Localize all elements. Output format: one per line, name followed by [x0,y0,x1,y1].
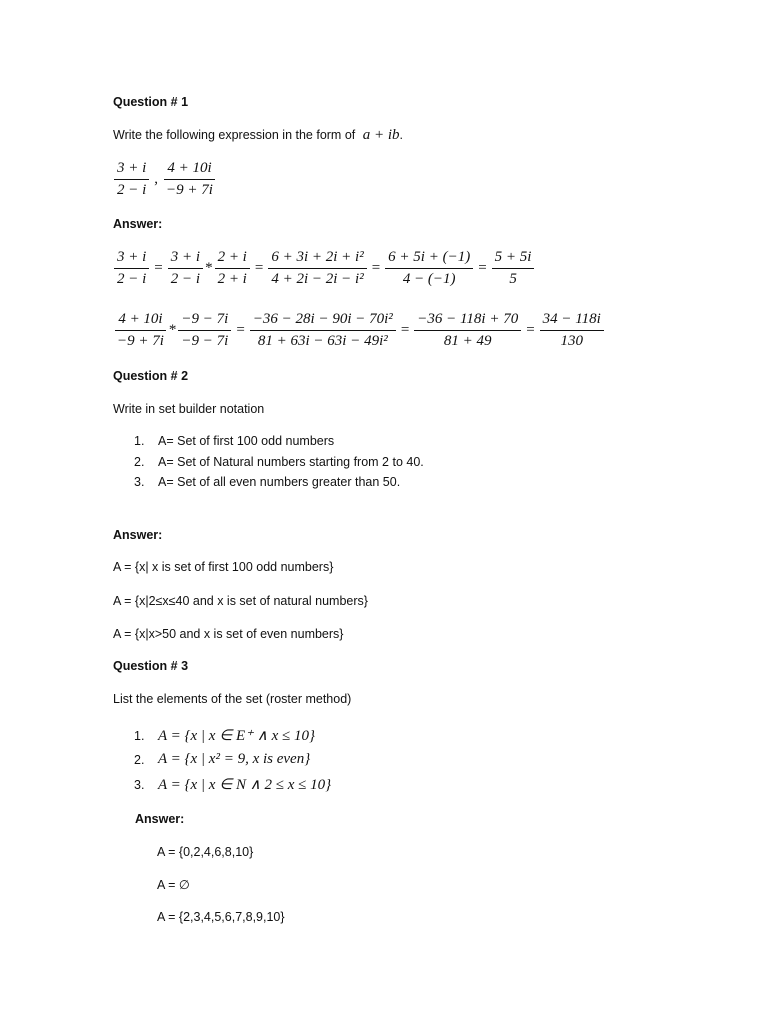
fraction-numerator: 3 + i [168,249,203,269]
list-number: 1. [134,434,145,448]
fraction-numerator: 2 + i [215,249,250,269]
equals-sign: = [236,322,245,338]
fraction-denominator: 4 − (−1) [402,271,456,287]
list-text: A= Set of all even numbers greater than 50. [158,475,401,489]
list-number: 2. [134,455,145,469]
list-item [134,454,424,470]
fraction-denominator: 2 − i [117,182,147,198]
answer-line: A = {0,2,4,6,8,10} [157,845,254,859]
fraction [250,311,396,350]
question-2-answer-label: Answer: [113,528,163,542]
fraction [168,249,203,288]
list-number: 2. [134,752,145,767]
fraction-denominator: 4 + 2i − 2i − i² [271,271,364,287]
answer-line-1 [112,249,536,288]
fraction [540,311,604,350]
question-3-heading: Question # 3 [113,659,189,673]
prompt-text: Write the following expression in the form of [113,128,356,142]
multiply-sign: * [205,260,213,276]
fraction-numerator: 6 + 5i + (−1) [385,249,473,269]
fraction [414,311,521,350]
fraction [268,249,366,288]
expression-fraction-1 [114,160,149,199]
expression-fraction-2 [163,160,216,199]
fraction [492,249,535,288]
fraction [385,249,473,288]
fraction-denominator: 130 [560,333,584,349]
fraction-denominator: 81 + 63i − 63i − 49i² [257,333,388,349]
answer-line: A = {x|x>50 and x is set of even numbers} [113,627,344,641]
fraction-denominator: 2 − i [117,271,147,287]
answer-line: A = ∅ [157,878,190,892]
list-number: 1. [134,728,145,743]
fraction-denominator: −9 + 7i [166,182,213,198]
fraction-numerator: −9 − 7i [178,311,231,331]
fraction-numerator: 4 + 10i [164,160,214,180]
separator: , [154,171,159,187]
list-item [134,775,331,794]
equals-sign: = [154,260,163,276]
fraction-numerator: −36 − 28i − 90i − 70i² [250,311,396,331]
fraction-numerator: 6 + 3i + 2i + i² [268,249,366,269]
question-1-expressions [112,160,218,199]
fraction-denominator: 5 [509,271,517,287]
fraction-denominator: −9 + 7i [117,333,164,349]
fraction [215,249,250,288]
answer-line: A = {x| x is set of first 100 odd numbers} [113,560,334,574]
list-number: 3. [134,475,145,489]
equals-sign: = [478,260,487,276]
equals-sign: = [526,322,535,338]
multiply-sign: * [168,322,177,338]
list-expression: A = {x | x² = 9, x is even} [158,751,311,767]
question-1-answer-label: Answer: [113,217,163,231]
equals-sign: = [254,260,264,276]
list-text: A= Set of Natural numbers starting from 2 to 40. [158,455,424,469]
list-item [134,433,334,449]
fraction-numerator: −36 − 118i + 70 [414,311,521,331]
fraction-numerator: 3 + i [114,160,149,180]
list-item [134,751,310,768]
fraction-denominator: 81 + 49 [443,333,492,349]
answer-line: A = {x|2≤x≤40 and x is set of natural numbers} [113,594,368,608]
prompt-end: . [399,128,404,142]
fraction-denominator: 2 + i [217,271,247,287]
list-expression: A = {x | x ∈ E⁺ ∧ x ≤ 10} [158,728,315,744]
question-1-heading: Question # 1 [113,95,189,109]
question-2-prompt: Write in set builder notation [113,402,265,416]
answer-line-2 [112,311,606,350]
fraction [114,249,149,288]
fraction-numerator: 3 + i [114,249,149,269]
fraction-denominator: 2 − i [170,271,201,287]
fraction [114,311,167,350]
prompt-math: a + ib [362,127,400,143]
list-text: A= Set of first 100 odd numbers [158,434,335,448]
list-expression: A = {x | x ∈ N ∧ 2 ≤ x ≤ 10} [158,777,332,793]
fraction-numerator: 34 − 118i [540,311,604,331]
fraction-denominator: −9 − 7i [181,333,229,349]
list-item [134,474,400,490]
answer-line: A = {2,3,4,5,6,7,8,9,10} [157,910,285,924]
question-3-answer-label: Answer: [135,812,185,826]
question-1-prompt [113,127,403,143]
equals-sign: = [371,260,381,276]
fraction-numerator: 4 + 10i [115,311,165,331]
fraction-numerator: 5 + 5i [492,249,535,269]
list-item [134,726,315,745]
list-number: 3. [134,777,145,792]
fraction [178,311,231,350]
equals-sign: = [400,322,410,338]
question-3-prompt: List the elements of the set (roster method) [113,692,352,706]
question-2-heading: Question # 2 [113,369,189,383]
